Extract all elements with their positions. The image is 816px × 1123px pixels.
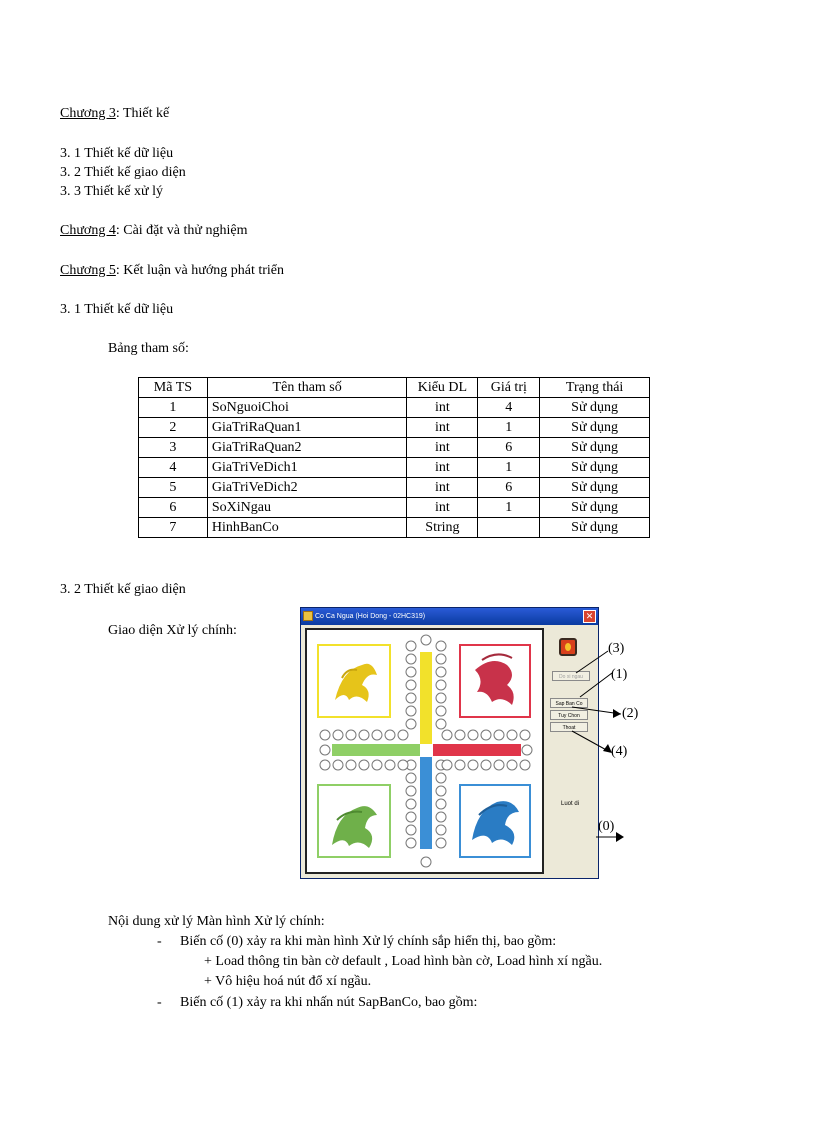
- bullet-dash: -: [157, 995, 162, 1010]
- chapter3-label: Chương 3: [60, 106, 116, 121]
- close-icon[interactable]: ✕: [583, 610, 596, 623]
- header-cell: Trạng thái: [540, 378, 650, 398]
- cell-name: GiaTriRaQuan2: [207, 438, 407, 458]
- header-cell: Giá trị: [478, 378, 540, 398]
- cell-id: 7: [139, 518, 208, 538]
- chapter5-label: Chương 5: [60, 263, 116, 278]
- cell-status: Sử dụng: [540, 398, 650, 418]
- cell-status: Sử dụng: [540, 458, 650, 478]
- section-3-2-heading: 3. 2 Thiết kế giao diện: [60, 582, 186, 597]
- chapter5-title: : Kết luận và hướng phát triển: [115, 263, 285, 278]
- options-button[interactable]: Tuy Chon: [550, 710, 588, 720]
- cell-value: 6: [478, 438, 540, 458]
- param-table-caption: Bảng tham số:: [108, 341, 189, 356]
- interface-caption: Giao diện Xử lý chính:: [108, 623, 237, 638]
- processing-intro: Nội dung xử lý Màn hình Xử lý chính:: [108, 914, 325, 929]
- cell-type: int: [407, 418, 478, 438]
- chapter4-label: Chương 4: [60, 223, 116, 238]
- toc-item-3-2: 3. 2 Thiết kế giao diện: [60, 165, 186, 180]
- cell-name: HinhBanCo: [207, 518, 407, 538]
- annotation-1: (1): [611, 667, 628, 682]
- cell-value: 1: [478, 418, 540, 438]
- arrow-3: [576, 651, 608, 673]
- event-0-sub-2: + Vô hiệu hoá nút đổ xí ngầu.: [204, 974, 372, 989]
- cell-name: SoXiNgau: [207, 498, 407, 518]
- cell-status: Sử dụng: [540, 518, 650, 538]
- section-3-1-heading: 3. 1 Thiết kế dữ liệu: [60, 302, 174, 317]
- cell-id: 6: [139, 498, 208, 518]
- cell-value: 4: [478, 398, 540, 418]
- annotation-0: (0): [598, 819, 615, 834]
- cell-type: int: [407, 458, 478, 478]
- annotation-2: (2): [622, 706, 639, 721]
- exit-button[interactable]: Thoat: [550, 722, 588, 732]
- arrow-1: [580, 673, 612, 697]
- cell-type: String: [407, 518, 478, 538]
- toc-item-3-3: 3. 3 Thiết kế xử lý: [60, 184, 163, 199]
- chapter3-title: : Thiết kế: [115, 106, 170, 121]
- cell-type: int: [407, 498, 478, 518]
- annotation-4: (4): [611, 744, 628, 759]
- cell-id: 5: [139, 478, 208, 498]
- event-0-sub-1: + Load thông tin bàn cờ default , Load hình bàn cờ, Load hình xí ngầu.: [204, 954, 603, 969]
- bullet-dash: -: [157, 934, 162, 949]
- cell-id: 2: [139, 418, 208, 438]
- cell-name: SoNguoiChoi: [207, 398, 407, 418]
- cell-name: GiaTriRaQuan1: [207, 418, 407, 438]
- setup-board-button[interactable]: Sap Ban Co: [550, 698, 588, 708]
- cell-value: 1: [478, 458, 540, 478]
- event-0-text: Biến cố (0) xảy ra khi màn hình Xử lý chính sắp hiển thị, bao gồm:: [180, 934, 557, 949]
- cell-type: int: [407, 438, 478, 458]
- cell-value: 1: [478, 498, 540, 518]
- header-cell: Tên tham số: [207, 378, 407, 398]
- turn-label: Luot di: [561, 801, 580, 807]
- header-cell: Mã TS: [139, 378, 208, 398]
- roll-dice-button[interactable]: Do xi ngau: [552, 671, 590, 681]
- cell-status: Sử dụng: [540, 418, 650, 438]
- cell-name: GiaTriVeDich1: [207, 458, 407, 478]
- cell-id: 1: [139, 398, 208, 418]
- cell-type: int: [407, 478, 478, 498]
- cell-name: GiaTriVeDich2: [207, 478, 407, 498]
- cell-status: Sử dụng: [540, 478, 650, 498]
- cell-id: 4: [139, 458, 208, 478]
- cell-status: Sử dụng: [540, 498, 650, 518]
- cell-value: 6: [478, 478, 540, 498]
- chapter4-title: : Cài đặt và thử nghiệm: [115, 223, 248, 238]
- arrow-4: [572, 731, 610, 752]
- annotation-3: (3): [608, 641, 625, 656]
- cell-type: int: [407, 398, 478, 418]
- cell-id: 3: [139, 438, 208, 458]
- window-title: Co Ca Ngua (Hoi Dong - 02HC319): [315, 613, 426, 620]
- header-cell: Kiểu DL: [407, 378, 478, 398]
- toc-item-3-1: 3. 1 Thiết kế dữ liệu: [60, 146, 174, 161]
- event-1-text: Biến cố (1) xảy ra khi nhấn nút SapBanCo, bao gồm:: [180, 995, 478, 1010]
- cell-status: Sử dụng: [540, 438, 650, 458]
